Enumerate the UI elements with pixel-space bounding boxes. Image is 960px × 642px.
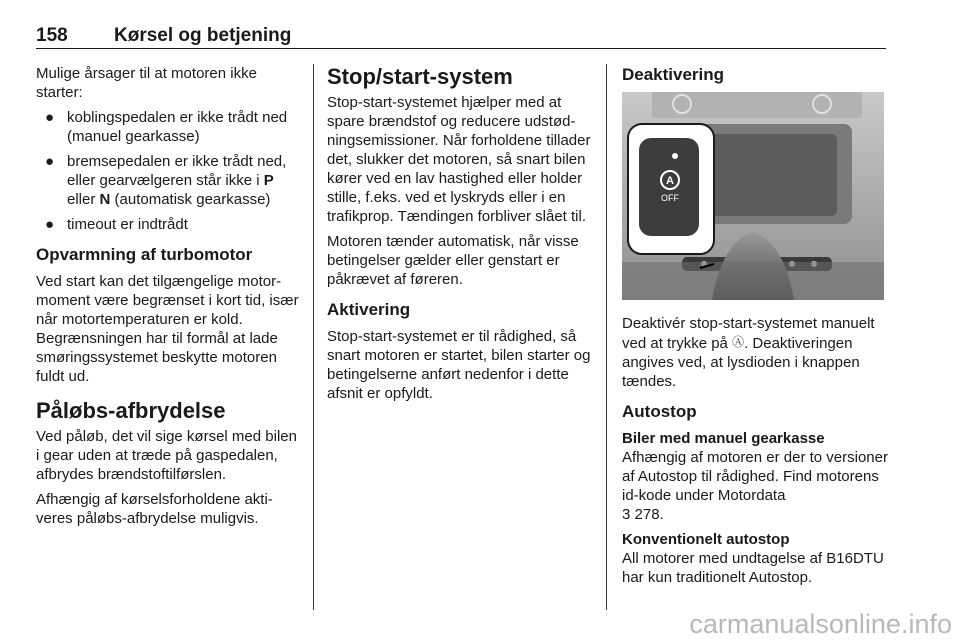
column-2 — [327, 64, 595, 409]
gear-n: N — [99, 191, 111, 208]
deactivation-text-end: . Deaktiveringen angives ved, at lysdioden i knappen tændes. — [622, 335, 860, 390]
intro-text: Mulige årsager til at motoren ikke starter: — [36, 65, 257, 101]
manual-heading: Biler med manuel gearkasse — [622, 430, 825, 447]
chapter-title: Kørsel og betjening — [114, 25, 292, 46]
console-photo — [622, 92, 884, 300]
column-divider — [313, 64, 314, 610]
cutoff-heading: Påløbs-afbrydelse — [36, 398, 226, 423]
list-item — [36, 152, 302, 209]
list-item-text: eller — [67, 191, 100, 208]
watermark: carmanualsonline.info — [689, 609, 952, 639]
gear-p: P — [263, 172, 274, 189]
stop-start-text: Stop-start-systemet hjælper med at spare brændstof og reducere udstødningsemissioner. Når forholdene tillader det, slukker det motoren, så snart bilen kører ved en lav hastighed eller holder stille, f.eks. ved et lyskryds eller i en trafikprop. Tændingen forbliver slået til. — [327, 94, 591, 225]
cutoff-text-2: Afhængig af kørselsforholdene aktiveres påløbs-afbrydelse muligvis. — [36, 491, 273, 527]
column-3 — [622, 64, 892, 593]
activation-heading: Aktivering — [327, 300, 411, 319]
bullet-icon: ● — [45, 153, 55, 170]
stop-start-off-icon: Ⓐ — [732, 335, 745, 349]
list-item-text: (automatisk gearkasse) — [110, 191, 271, 208]
off-label: OFF — [661, 193, 679, 203]
conventional-text: All motorer med undtagelse af B16DTU har kun traditionelt Autostop. — [622, 550, 884, 586]
list-item-text: koblingspedalen er ikke trådt ned (manuel gearkasse) — [67, 109, 288, 145]
turbo-heading: Opvarmning af turbomotor — [36, 245, 253, 264]
column-divider — [606, 64, 607, 610]
deactivation-text: Deaktivér stop-start-systemet manuelt ved at trykke på — [622, 315, 875, 352]
cutoff-text: Ved påløb, det vil sige kørsel med bilen i gear uden at træde på gaspedalen, afbrydes brændstoftilførslen. — [36, 428, 297, 483]
activation-text: Stop-start-systemet er til rådighed, så snart motoren er startet, bilen starter og betingelserne anført nedenfor i dette afsnit er opfyldt. — [327, 328, 591, 402]
list-item — [36, 215, 302, 234]
bullet-icon: ● — [45, 216, 55, 233]
stop-start-heading: Stop/start-system — [327, 64, 513, 89]
column-1 — [36, 64, 302, 534]
list-item-text: timeout er indtrådt — [67, 216, 188, 233]
manual-text: Afhængig af motoren er der to versioner af Autostop til rådighed. Find motorens id-kode under Motordata — [622, 449, 888, 504]
list-item-text: bremsepedalen er ikke trådt ned, eller gearvælgeren står ikke i — [67, 153, 287, 189]
turbo-text: Ved start kan det tilgængelige motormoment være begrænset i kort tid, især når motortemperaturen er kold. Begrænsningen har til formål at lade smøringssystemet beskytte motoren fuldt ud. — [36, 273, 299, 385]
restart-text: Motoren tænder automatisk, når visse betingelser gælder eller genstart er påkrævet af føreren. — [327, 233, 579, 288]
svg-text:A: A — [666, 175, 674, 187]
deactivation-heading: Deaktivering — [622, 65, 725, 84]
bullet-icon: ● — [45, 109, 55, 126]
bullet-list — [36, 108, 302, 234]
page-header — [36, 22, 886, 49]
page-reference-link[interactable]: 3 278. — [622, 506, 664, 523]
autostop-heading: Autostop — [622, 402, 697, 421]
conventional-heading: Konventionelt autostop — [622, 531, 790, 548]
page-number: 158 — [36, 25, 68, 46]
list-item — [36, 108, 302, 146]
